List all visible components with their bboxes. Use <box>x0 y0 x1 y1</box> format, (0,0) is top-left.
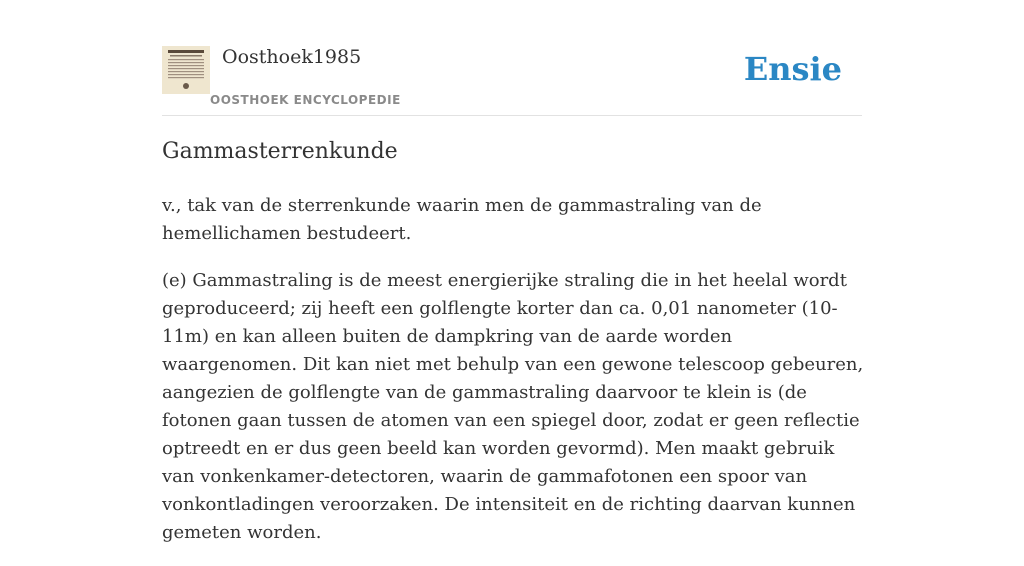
entry-paragraph: v., tak van de sterrenkunde waarin men de gammastraling van de hemellichamen bestudeert. <box>162 195 762 244</box>
entry-paragraph: (e) Gammastraling is de meest energierijke straling die in het heelal wordt geproduceerd; zij heeft een golflengte korter dan ca. 0,01 nanometer (10-11m) en kan alleen buiten de dampkring van de aarde worden waargenomen. Dit kan niet met behulp van een gewone telescoop gebeuren, aangezien de golflengte van de gammastraling daarvoor te klein is (de fotonen gaan tussen de atomen van een spiegel door, zodat er geen reflectie optreedt en er dus geen beeld kan worden gevormd). Men maakt gebruik van vonkenkamer-detectoren, waarin de gammafotonen een spoor van vonkontladingen veroorzaken. De intensiteit en de richting daarvan kunnen gemeten worden. <box>162 270 864 543</box>
source-link[interactable]: OOSTHOEK ENCYCLOPEDIE <box>210 93 401 107</box>
entry-header <box>162 44 862 116</box>
book-cover-icon <box>162 46 210 94</box>
avatar[interactable] <box>162 46 210 94</box>
entry-title: Gammasterrenkunde <box>162 139 398 164</box>
brand-logo[interactable]: Ensie <box>743 50 842 88</box>
divider <box>162 115 862 116</box>
author-link[interactable]: Oosthoek1985 <box>222 46 362 68</box>
entry-body <box>162 192 864 566</box>
